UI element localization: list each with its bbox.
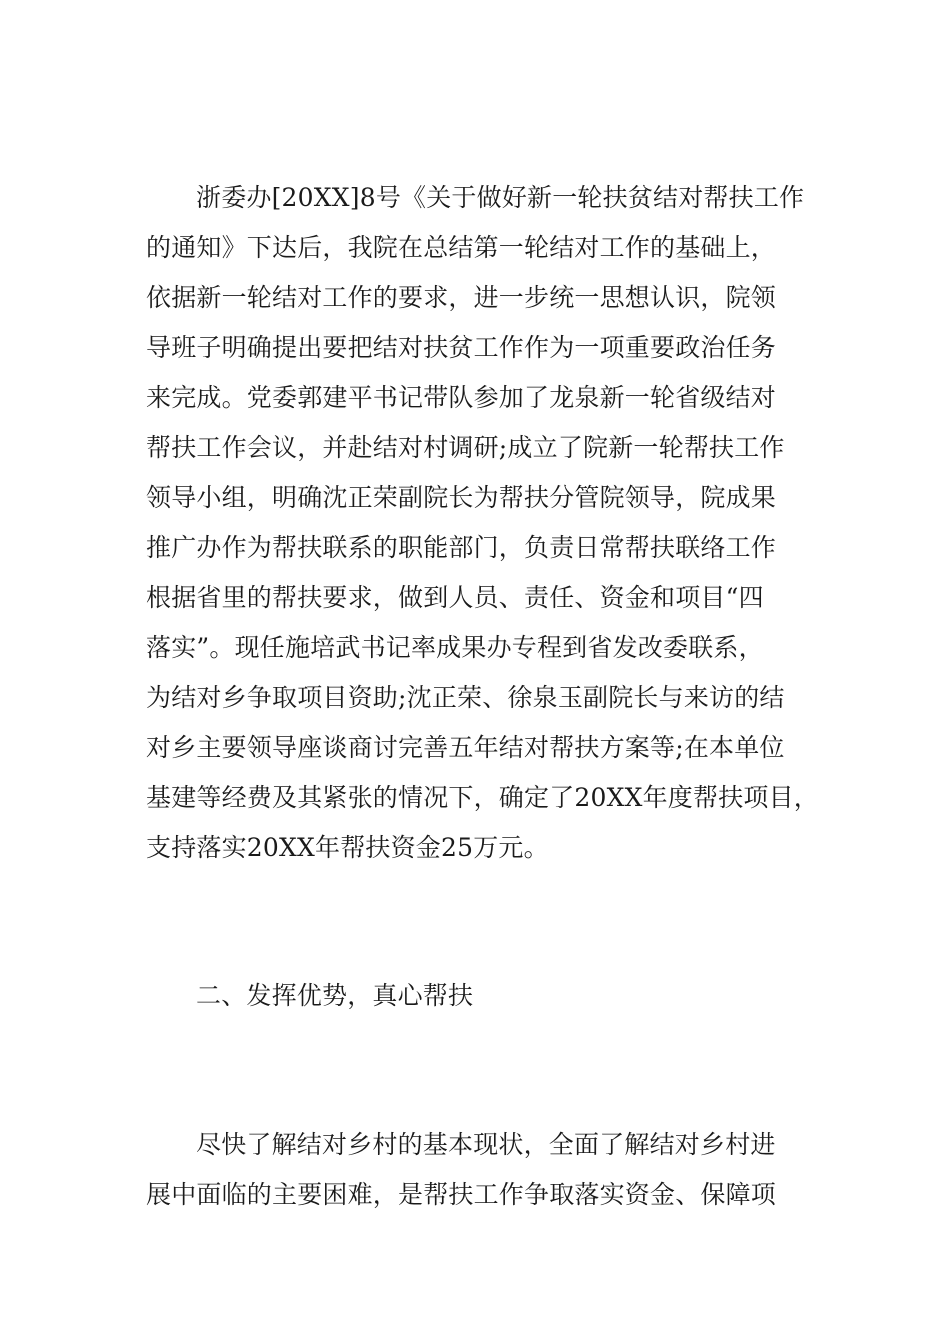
paragraph-1-line-5: 来完成。党委郭建平书记带队参加了龙泉新一轮省级结对	[146, 383, 777, 412]
paragraph-1-line-4: 导班子明确提出要把结对扶贫工作作为一项重要政治任务	[146, 333, 777, 362]
paragraph-1-line-9: 根据省里的帮扶要求，做到人员、责任、资金和项目“四	[146, 583, 764, 612]
paragraph-1-line-3: 依据新一轮结对工作的要求，进一步统一思想认识，院领	[146, 283, 777, 312]
paragraph-1-line-1: 浙委办[20XX]8号《关于做好新一轮扶贫结对帮扶工作	[196, 183, 805, 212]
paragraph-1-line-14: 支持落实20XX年帮扶资金25万元。	[146, 833, 549, 862]
paragraph-2-line-2: 展中面临的主要困难，是帮扶工作争取落实资金、保障项	[146, 1180, 777, 1209]
section-heading-2: 二、发挥优势，真心帮扶	[196, 981, 474, 1010]
paragraph-1-line-11: 为结对乡争取项目资助;沈正荣、徐泉玉副院长与来访的结	[146, 683, 785, 712]
paragraph-1-line-2: 的通知》下达后，我院在总结第一轮结对工作的基础上，	[146, 233, 777, 262]
paragraph-1-line-12: 对乡主要领导座谈商讨完善五年结对帮扶方案等;在本单位	[146, 733, 785, 762]
paragraph-1-line-7: 领导小组，明确沈正荣副院长为帮扶分管院领导，院成果	[146, 483, 777, 512]
paragraph-2-line-1: 尽快了解结对乡村的基本现状，全面了解结对乡村进	[196, 1130, 776, 1159]
paragraph-1-line-8: 推广办作为帮扶联系的职能部门，负责日常帮扶联络工作	[146, 533, 777, 562]
paragraph-1-line-10: 落实”。现任施培武书记率成果办专程到省发改委联系，	[146, 633, 764, 662]
paragraph-1-line-6: 帮扶工作会议，并赴结对村调研;成立了院新一轮帮扶工作	[146, 433, 785, 462]
paragraph-1-line-13: 基建等经费及其紧张的情况下，确定了20XX年度帮扶项目，	[146, 783, 820, 812]
